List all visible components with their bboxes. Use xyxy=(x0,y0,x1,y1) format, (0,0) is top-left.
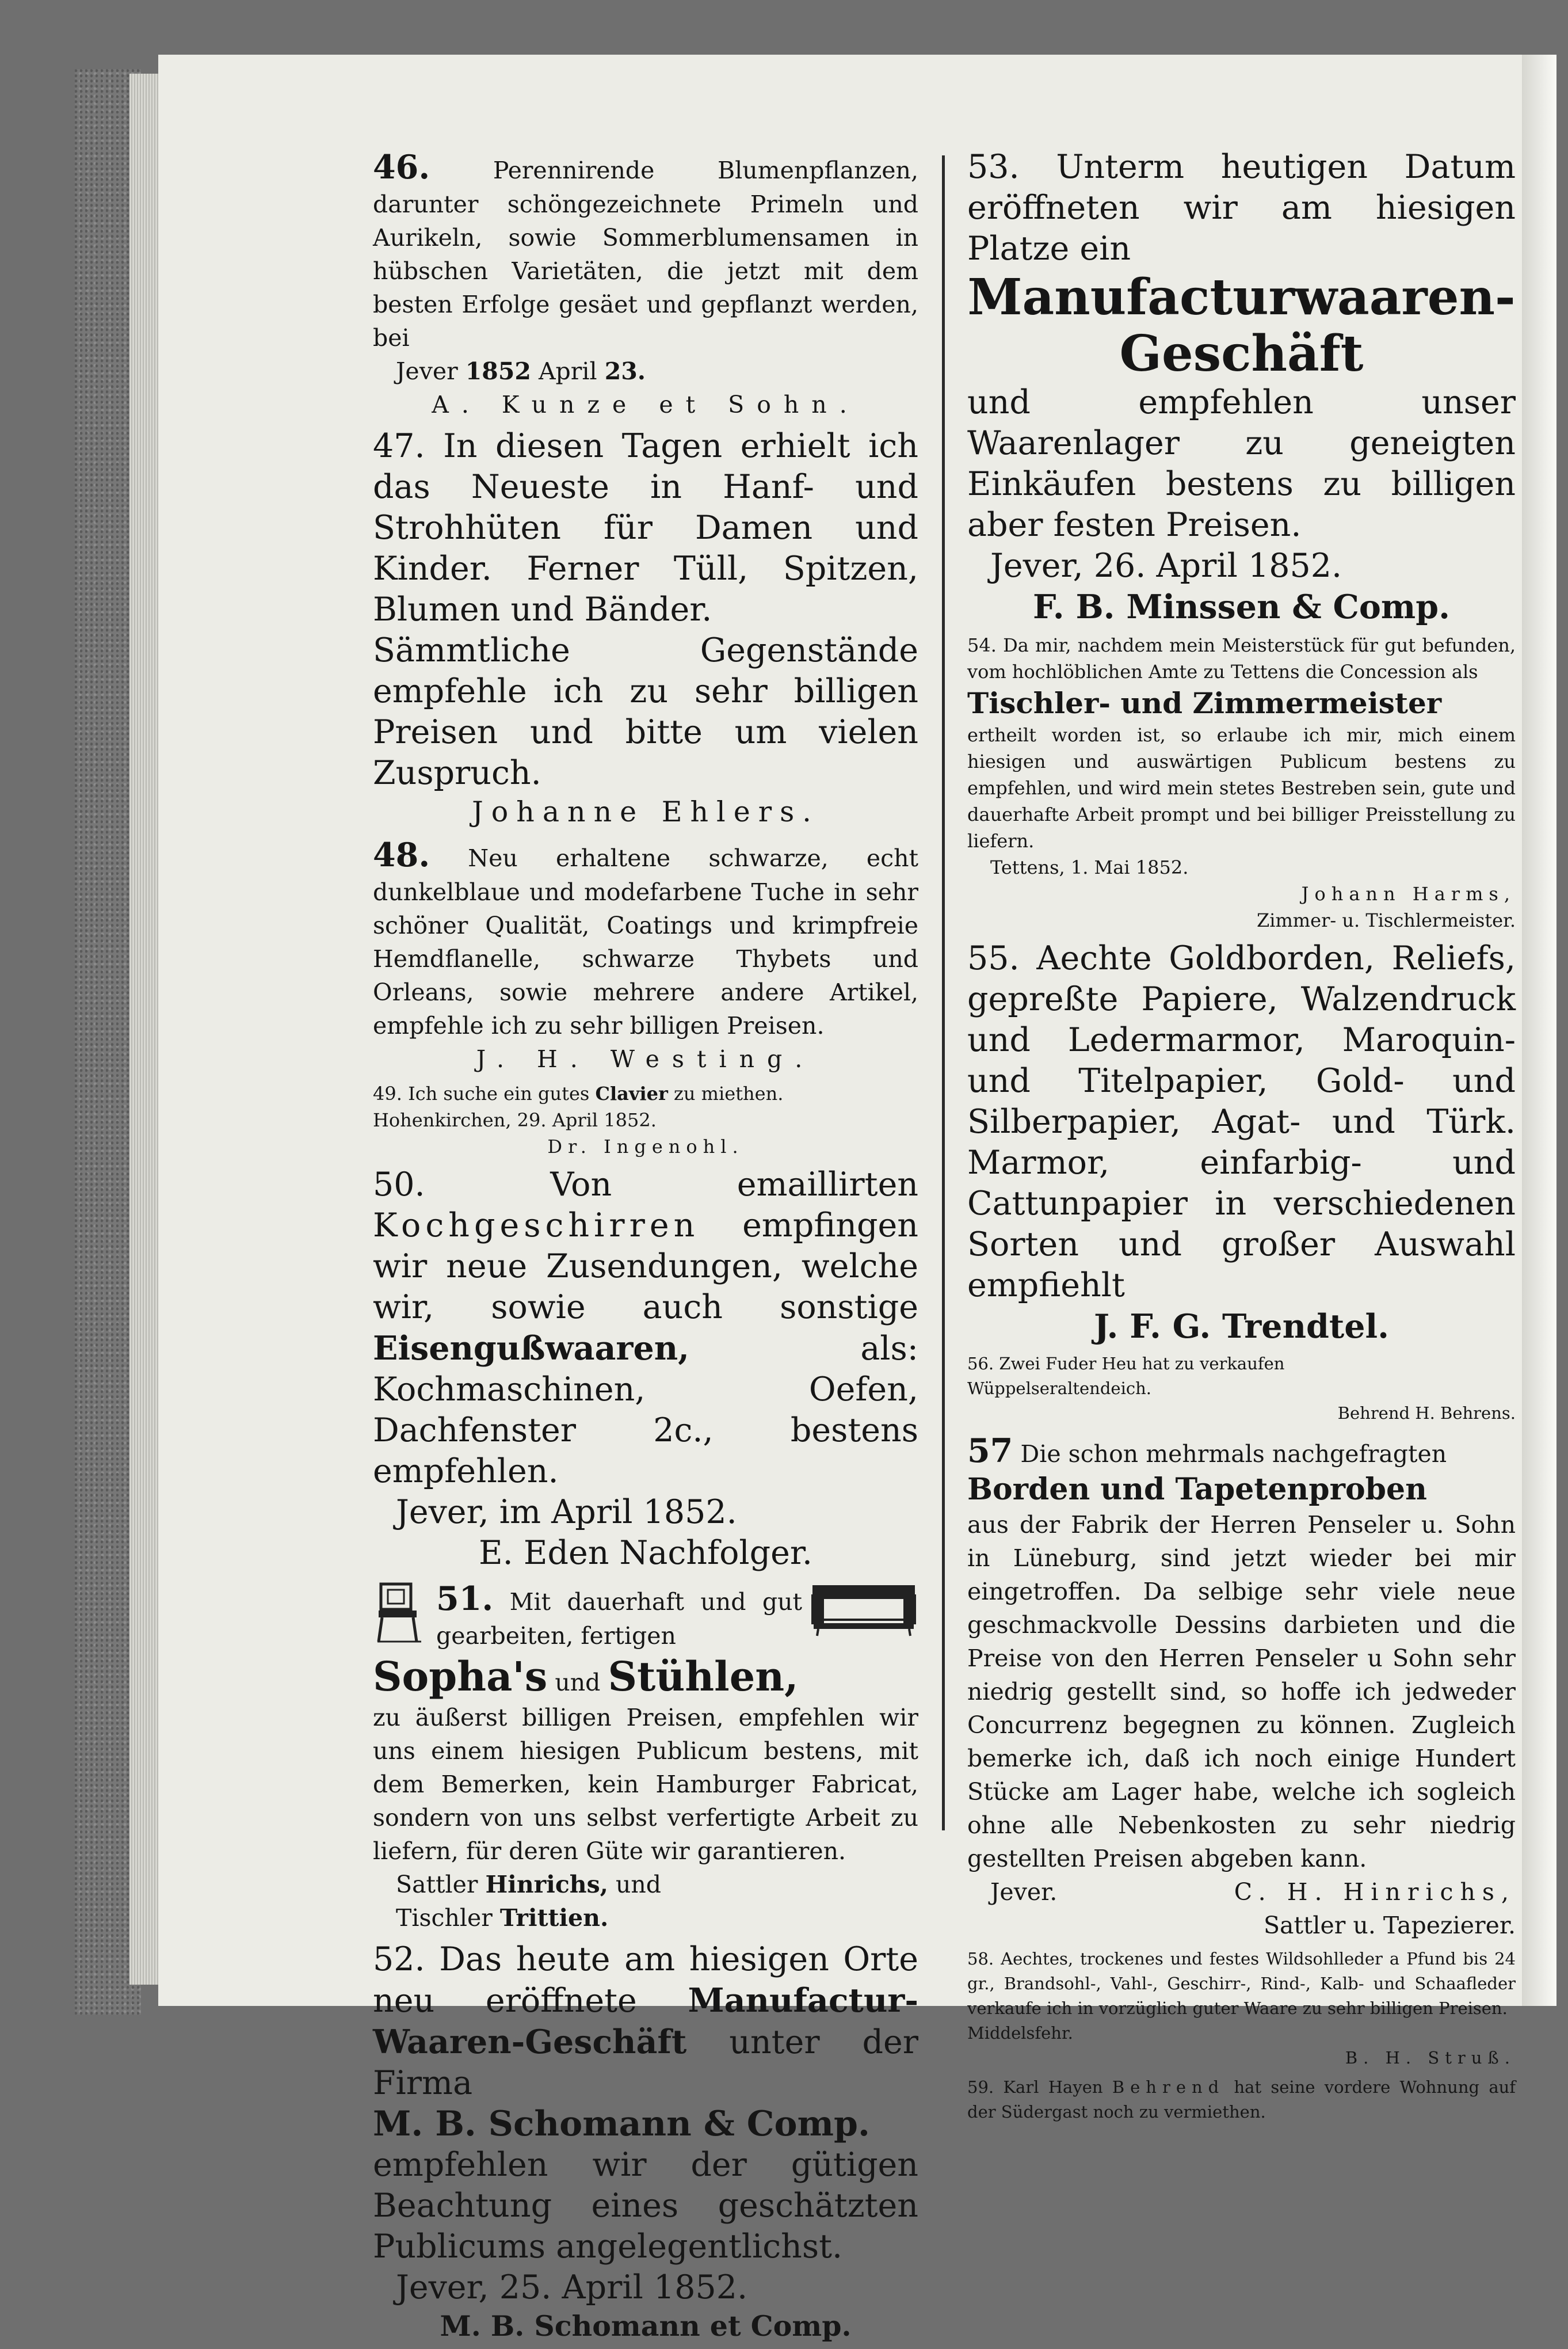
ad-place: Middelsfehr. xyxy=(967,2023,1073,2043)
ad-50 xyxy=(373,1164,918,1574)
ad-signature: B. H. Struß. xyxy=(1345,2048,1516,2068)
ad-text: Zwei Fuder Heu hat zu verkaufen xyxy=(999,1354,1285,1373)
ad-text: Die schon mehrmals nachgefragten xyxy=(1020,1440,1447,1468)
ad-text-b: zu äußerst billigen Preisen, empfehlen wir uns einem hiesigen Publicum bestens, mit dem Bemerken, kein Hamburger Fabricat, sondern von uns selbst verfertigte Arbeit zu liefern, für deren Güte wir garantieren. xyxy=(373,1704,918,1865)
ad-display-stuehlen: Stühlen, xyxy=(608,1653,799,1700)
left-column xyxy=(373,147,918,2349)
ad-number: 57 xyxy=(967,1432,1013,1470)
ad-display-und: und xyxy=(555,1669,601,1696)
ad-text: Mit dauerhaft und gut gearbeiten, fertigen xyxy=(436,1588,802,1650)
ad-text-c: als: Kochmaschinen, Oefen, Dachfenster 2c., bestens empfehlen. xyxy=(373,1330,918,1490)
ad-date: Jever, 26. April 1852. xyxy=(990,547,1342,585)
ad-date: Tettens, 1. Mai 1852. xyxy=(990,856,1189,878)
ad-name-b: Behrend xyxy=(1112,2077,1225,2097)
ad-53 xyxy=(967,147,1516,627)
ad-signature: M. B. Schomann et Comp. xyxy=(440,2309,852,2343)
ad-signature: J. F. G. Trendtel. xyxy=(1094,1307,1389,1346)
ad-date-day: 23. xyxy=(604,357,646,385)
ad-58 xyxy=(967,1947,1516,2070)
ad-text-2: Sämmtliche Gegenstände empfehle ich zu sehr billigen Preisen und bitte um vielen Zuspruch. xyxy=(373,631,918,792)
ad-number: 50. xyxy=(373,1166,425,1204)
ad-place: Jever. xyxy=(990,1878,1058,1906)
ad-date: Jever, 25. April 1852. xyxy=(396,2268,748,2306)
ad-signature: Behrend H. Behrens. xyxy=(1337,1403,1516,1423)
ad-text: Aechte Goldborden, Reliefs, gepreßte Papiere, Walzendruck und Ledermarmor, Maroquin- und Titelpapier, Gold- und Silberpapier, Agat- und Türk. Marmor, einfarbig- und Cattunpapier in verschiedenen Sorten und großer Auswahl empfiehlt xyxy=(967,939,1516,1304)
ad-number: 54. xyxy=(967,634,997,656)
ad-bold: Borden und Tapetenproben xyxy=(967,1472,1427,1507)
sig-und: und xyxy=(616,1871,662,1898)
ad-text-b: ertheilt worden ist, so erlaube ich mir, mich einem hiesigen und auswärtigen Publicum bestens zu empfehlen, und wird mein stetes Bestreben sein, gute und dauerhafte Arbeit prompt und bei billiger Preisstellung zu liefern. xyxy=(967,724,1516,852)
ad-text-b: unter der Firma xyxy=(373,2023,918,2102)
ad-spaced-word: Kochgeschirren xyxy=(373,1206,700,1244)
ad-text: In diesen Tagen erhielt ich das Neueste in Hanf- und Strohhüten für Damen und Kinder. Ferner Tüll, Spitzen, Blumen und Bänder. xyxy=(373,427,918,629)
sig-name-1: Hinrichs, xyxy=(485,1871,608,1898)
ad-text-c: empfehlen wir der gütigen Beachtung eines geschätzten Publicums angelegentlichst. xyxy=(373,2146,918,2266)
ad-52 xyxy=(373,1939,918,2344)
ad-display-sophas: Sopha's xyxy=(373,1653,548,1700)
ad-54 xyxy=(967,632,1516,934)
ad-number: 55. xyxy=(967,939,1020,977)
ad-signature-title: Sattler u. Tapezierer. xyxy=(1263,1912,1516,1939)
ad-date-place: Jever xyxy=(396,357,458,385)
ad-signature: Johanne Ehlers. xyxy=(472,795,819,828)
ad-55 xyxy=(967,938,1516,1347)
ad-number: 53. xyxy=(967,148,1020,186)
ad-number: 56. xyxy=(967,1354,994,1373)
ad-57 xyxy=(967,1430,1516,1942)
page-curl xyxy=(1522,55,1556,2006)
ad-text: Unterm heutigen Datum eröffneten wir am hiesigen Platze ein xyxy=(967,148,1516,268)
ad-text: Neu erhaltene schwarze, echt dunkelblaue und modefarbene Tuche in sehr schöner Qualität, Coatings und krimpfreie Hemdflanelle, schwarze Thybets und Orleans, sowie mehrere andere Artikel, empfehle ich zu sehr billigen Preisen. xyxy=(373,844,918,1040)
ad-place: Wüppelseraltendeich. xyxy=(967,1379,1151,1398)
ad-bold: Manufactur-Waaren-Geschäft xyxy=(373,1981,918,2061)
ad-text-b: aus der Fabrik der Herren Penseler u. Sohn in Lüneburg, sind jetzt wieder bei mir eingetroffen. Da selbige sehr viele neue geschmackvolle Dessins darbieten und die Preise von den Herren Penseler u Sohn sehr niedrig gestellt sind, so hoffe ich jedweder Concurrenz begegnen zu können. Zugleich bemerke ich, daß ich noch einige Hundert Stücke am Lager habe, welche ich sogleich ohne alle Nebenkosten zu sehr niedrig gestellten Preisen abgeben kann. xyxy=(967,1511,1516,1872)
ad-headline-1: Manufacturwaaren- xyxy=(967,268,1516,326)
ad-number: 59. xyxy=(967,2077,994,2097)
ad-signature: F. B. Minssen & Comp. xyxy=(1033,588,1450,626)
ad-number: 46. xyxy=(373,148,430,186)
ad-number: 52. xyxy=(373,1940,425,1978)
ad-date-month: April xyxy=(538,357,597,385)
ad-bold: Tischler- und Zimmermeister xyxy=(967,686,1442,720)
ad-text: hat seine vordere Wohnung auf der Südergast noch zu vermiethen. xyxy=(967,2077,1516,2122)
chair-illustration xyxy=(373,1582,426,1644)
column-divider xyxy=(942,155,945,1830)
ad-number: 49. xyxy=(373,1083,402,1105)
ad-number: 58. xyxy=(967,1949,994,1969)
ad-signature: A. Kunze et Sohn. xyxy=(432,391,860,418)
ad-number: 51. xyxy=(436,1579,494,1618)
ad-59 xyxy=(967,2075,1516,2125)
sofa-illustration xyxy=(809,1582,918,1637)
right-column xyxy=(967,147,1516,2129)
ad-text: Das heute am hiesigen Orte neu eröffnete xyxy=(373,1940,918,2020)
ad-place-date: Hohenkirchen, 29. April 1852. xyxy=(373,1109,657,1131)
ad-text-b: und empfehlen unser Waarenlager zu geneigten Einkäufen bestens zu billigen aber festen Preisen. xyxy=(967,383,1516,544)
sig-name-2: Trittien. xyxy=(499,1904,609,1932)
ad-date: Jever, im April 1852. xyxy=(396,1493,737,1531)
ad-text: Perennirende Blumenpflanzen, darunter schöngezeichnete Primeln und Aurikeln, sowie Sommerblumensamen in hübschen Varietäten, die jetzt mit dem besten Erfolge gesäet und gepflanzt werden, bei xyxy=(373,157,918,352)
ad-49 xyxy=(373,1080,918,1160)
ad-bold-word: Clavier xyxy=(595,1083,668,1105)
ad-number: 47. xyxy=(373,427,425,465)
ad-name-a: Karl Hayen xyxy=(1003,2077,1103,2097)
ad-signature-title: Zimmer- u. Tischlermeister. xyxy=(1256,909,1516,931)
ad-date-year: 1852 xyxy=(465,357,531,385)
ad-text: Ich suche ein gutes xyxy=(408,1083,590,1105)
ad-headline-2: Geschäft xyxy=(1119,325,1364,383)
ad-51 xyxy=(373,1578,918,1935)
ad-signature: C. H. Hinrichs, xyxy=(1234,1878,1516,1906)
ad-text-b: empfingen wir neue Zusendungen, welche wir, sowie auch sonstige xyxy=(373,1206,918,1326)
ad-number: 48. xyxy=(373,836,430,874)
ad-signature: Dr. Ingenohl. xyxy=(547,1136,744,1158)
ad-46 xyxy=(373,147,918,421)
ad-signature: Johann Harms, xyxy=(1301,883,1516,905)
ad-bold-word: Eisengußwaaren, xyxy=(373,1329,690,1368)
ad-signature: J. H. Westing. xyxy=(476,1045,815,1073)
ad-text: Aechtes, trockenes und festes Wildsohlleder a Pfund bis 24 gr., Brandsohl-, Vahl-, Geschirr-, Rind-, Kalb- und Schaafleder verkaufe ich in vorzüglich guter Waare zu sehr billigen Preisen. xyxy=(967,1949,1516,2018)
ad-text: Von emaillirten xyxy=(550,1166,919,1204)
ad-text: Da mir, nachdem mein Meisterstück für gut befunden, vom hochlöblichen Amte zu Tettens die Concession als xyxy=(967,634,1516,683)
ad-56 xyxy=(967,1351,1516,1426)
ad-firm: M. B. Schomann & Comp. xyxy=(373,2104,870,2144)
ad-signature: E. Eden Nachfolger. xyxy=(479,1534,812,1572)
ad-47 xyxy=(373,426,918,830)
ad-48 xyxy=(373,835,918,1076)
ad-text-after: zu miethen. xyxy=(674,1083,784,1105)
sig-trade-2: Tischler xyxy=(396,1904,493,1932)
sig-trade-1: Sattler xyxy=(396,1871,478,1898)
